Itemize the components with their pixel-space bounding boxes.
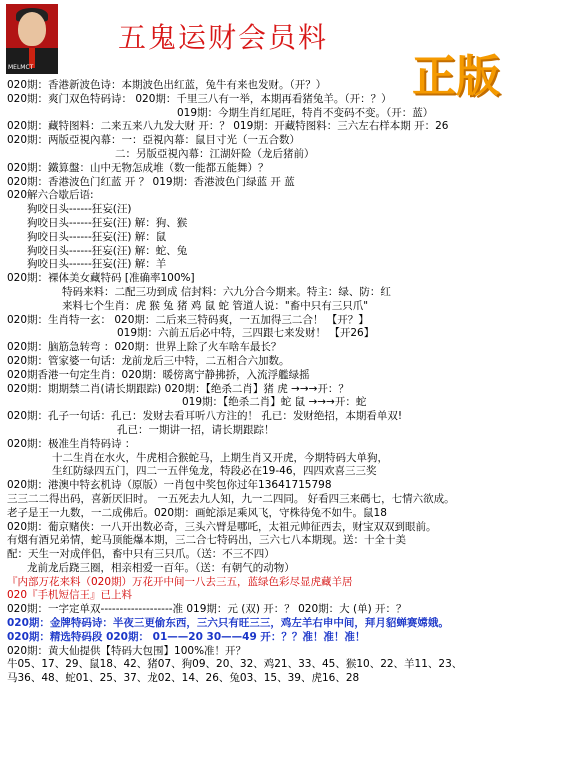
text-line: 020期：孔子一句话：孔已：发财去看耳听八方注的！ 孔已：发财绝招，本期看单双!: [7, 410, 403, 423]
text-line: 020期：生肖特一玄： 020期：二后来三特码爽，一五加得三二合！ 【开？】: [7, 313, 369, 326]
text-line: 来料七个生肖：虎 猴 兔 猪 鸡 鼠 蛇 管道人说："畜中只有三只爪": [62, 299, 369, 312]
text-line: 狗咬日头------狂妄(汪) 解：蛇、兔: [27, 244, 188, 257]
text-line: 020期：管家婆一句话：龙前龙后三中特，二五相合六加数。: [7, 354, 290, 367]
text-line: 020期：精选特码段 020期： 01——20 30——49 开：？？准！准！准！: [7, 630, 366, 643]
text-line: 019期：今期生肖红尾旺，特肖不变码不变。（开：蓝）: [177, 106, 434, 119]
text-line: 020期：裸体美女藏特码 [准确率100%]: [7, 272, 195, 285]
text-line: 狗咬日头------狂妄(汪) 解：狗、猴: [27, 216, 188, 229]
text-line: 十二生肖在水火，牛虎相合猴蛇马，上期生肖又开虎，今期特码大单狗，: [52, 451, 388, 464]
content-body: [7, 79, 567, 686]
text-line: 020期：鐵算盤：山中无物怎成堆（数一能都五能舞）？: [7, 161, 269, 174]
text-line: 019期：【绝杀二肖】蛇 鼠 →→→开：蛇: [182, 396, 367, 409]
text-line: 龙前龙后跷三圈，相亲相爱一百年。（送：有朝气的动物）: [27, 561, 295, 574]
text-line: 特码来料：二配三功到成 信封料：六九分合今期来。特主：绿、防：红: [62, 285, 391, 298]
text-line: 有烟有酒兄弟情，蛇马顶能爆本期，三二合七特码出，三六七八本期现。送：十全十美: [7, 534, 406, 547]
text-line: 狗咬日头------狂妄(汪) 解：鼠: [27, 230, 167, 243]
authentic-badge: 正版: [412, 51, 500, 102]
text-line: 020期：藏特图料：二来五来八九发大财 开：？ 019期：开藏特图料：三六左右样本期 开：26: [7, 120, 449, 133]
text-line: 020期：香港波色门红蓝 开 ？ 019期：香港波色门绿蓝 开 蓝: [7, 175, 295, 188]
text-line: 020期：黄大仙提供【特码大包围】100%准！开？: [7, 644, 247, 657]
text-line: 狗咬日头------狂妄(汪) 解：羊: [27, 258, 167, 271]
text-line: 牛05、17、29、鼠18、42、猪07、狗09、20、32、鸡21、33、45、猴10、22、羊11、23、: [7, 658, 463, 671]
text-line: 配：天生一对成伴侣，畜中只有三只爪。（送：不三不四）: [7, 548, 275, 561]
text-line: 020解六合歇后语:: [7, 189, 94, 202]
text-line: 020期：脑筋急转弯 ：020期：世界上除了火车啥车最长？: [7, 341, 282, 354]
text-line: 020期：两版亞視內幕：一：亞視內幕：鼠目寸光（一五合数）: [7, 134, 301, 147]
text-line: 020期：葡京赌侠：一八开出数必奇，三头六臂是哪吒，太祖元帅征西去，财宝双双到眼前。: [7, 520, 437, 533]
text-line: 『内部万花来料（020期）万花开中间一八去三五，蓝绿色彩尽显虎藏羊居: [7, 575, 353, 588]
text-line: 020期香港一句定生肖：020期：暖傍离宁静拂挢，入流浮艦绿摇: [7, 368, 310, 381]
text-line: 020期：金牌特码诗：半夜三更偷东西，三六只有旺三三，鸡左羊右申中间，拜月貂蝉赛嫦娥。: [7, 617, 449, 630]
portrait-caption: MELMCT: [8, 64, 34, 71]
text-line: 020期：期期禁二肖(请长期跟踪) 020期：【绝杀二肖】猪 虎 →→→开：？: [7, 382, 349, 395]
page-title: 五鬼运财会员料: [118, 21, 329, 54]
text-line: 020期：港澳中特玄机诗（原版）一肖包中奖包你过年13641715798: [7, 479, 332, 492]
text-line: 020期：一字定单双-------------------准 019期：元 (双) 开：？ 020期：大 (单) 开：？: [7, 603, 407, 616]
text-line: 生红防绿四五门，四二一五伴兔龙，特段必在19-46，四四欢喜三三奖: [52, 465, 377, 478]
text-line: 020期：香港新波色诗：本期波色出红蓝，兔牛有来也发财。（开？）: [7, 79, 327, 91]
text-line: 二：另版亞視內幕：江湖奸险（龙后猪前）: [115, 147, 315, 160]
text-line: 马36、48、蛇01、25、37、龙02、14、26、兔03、15、39、虎16、28: [7, 672, 360, 685]
portrait-image: [6, 4, 58, 74]
text-line: 老子是王一九数，一二成佛后。020期：画蛇添足乘风飞，守株待兔不如牛。鼠18: [7, 506, 387, 519]
portrait-face: [18, 12, 46, 46]
text-line: 狗咬日头------狂妄(汪): [27, 203, 132, 216]
text-line: 019期：六前五后必中特，三四跟七来发财！ 【开26】: [117, 327, 375, 340]
text-line: 三三二二得出码，喜新厌旧时。 一五死去九人知，九一二四同。 好看四三来碼七，七情六欲成。: [7, 492, 455, 505]
text-line: 020期：极准生肖特码诗 ：: [7, 437, 136, 450]
text-line: 020『手机短信王』已上料: [7, 589, 133, 602]
text-line: 020期：爽门双色特码诗： 020期：千里三八有一举，本期再看猪兔羊。（开：？）: [7, 92, 392, 105]
text-line: 孔已：一期讲一招，请长期跟踪！: [117, 423, 275, 436]
